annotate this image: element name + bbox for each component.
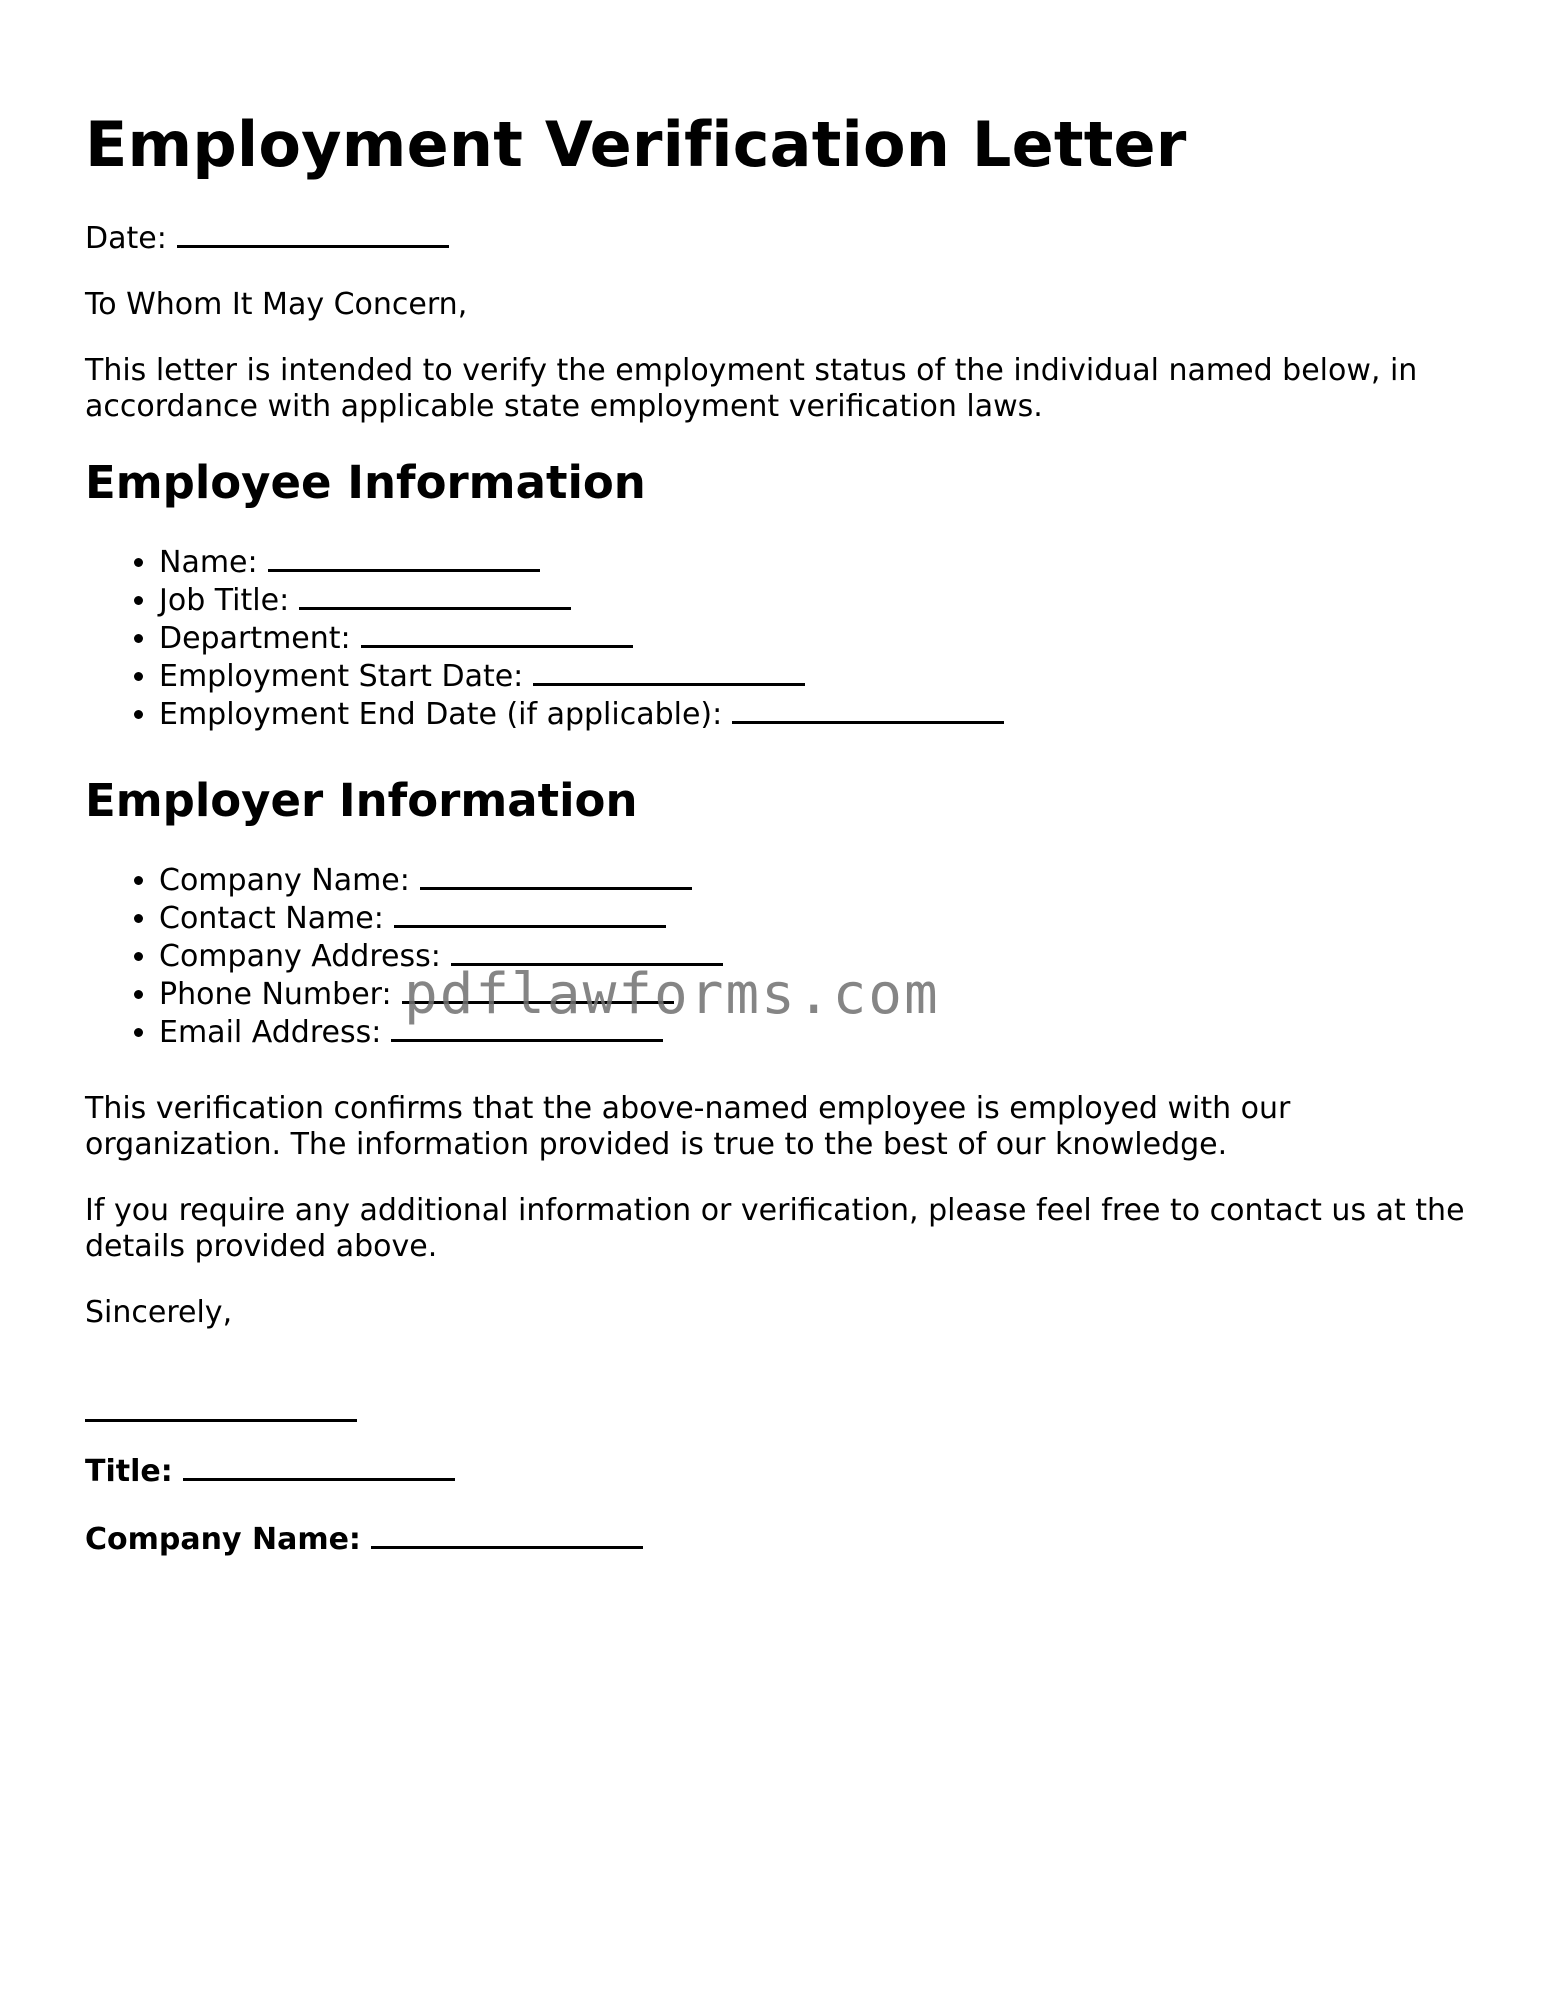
watermark: pdflawforms.com <box>404 962 940 1027</box>
date-blank[interactable] <box>177 219 449 248</box>
field-label: Employment End Date (if applicable): <box>159 697 723 732</box>
field-label: Company Address: <box>159 939 441 974</box>
list-item <box>159 581 1465 619</box>
field-label: Employment Start Date: <box>159 659 524 694</box>
date-label: Date: <box>85 221 167 256</box>
field-label: Company Name: <box>159 863 410 898</box>
closing: Sincerely, <box>85 1295 233 1330</box>
signature-line[interactable] <box>85 1383 357 1422</box>
field-label: Contact Name: <box>159 901 384 936</box>
field-label: Email Address: <box>159 1015 382 1050</box>
field-blank[interactable] <box>732 695 1004 724</box>
letter-page <box>85 105 1465 1588</box>
intro-paragraph: This letter is intended to verify the employment status of the individual named below, in accordance with applicable state employment verification laws. <box>85 353 1418 424</box>
signature-title-label: Title: <box>85 1454 173 1489</box>
list-item <box>159 619 1465 657</box>
field-label: Job Title: <box>159 583 290 618</box>
list-item <box>159 543 1465 581</box>
field-label: Phone Number: <box>159 977 392 1012</box>
signature-company-blank[interactable] <box>371 1520 643 1549</box>
field-blank[interactable] <box>299 581 571 610</box>
field-blank[interactable] <box>420 861 692 890</box>
confirmation-paragraph: This verification confirms that the above-named employee is employed with our organization. The information provided is true to the best of our knowledge. <box>85 1091 1291 1162</box>
employer-section-heading: Employer Information <box>85 774 638 827</box>
salutation: To Whom It May Concern, <box>85 287 468 322</box>
employee-section-heading: Employee Information <box>85 456 646 509</box>
list-item <box>159 899 1465 937</box>
signature-title-blank[interactable] <box>183 1452 455 1481</box>
list-item <box>159 695 1465 733</box>
contact-paragraph: If you require any additional information or verification, please feel free to contact us at the details provided above. <box>85 1193 1465 1264</box>
signature-company-label: Company Name: <box>85 1522 361 1557</box>
list-item <box>159 657 1465 695</box>
signature-title-line <box>85 1452 1465 1490</box>
field-label: Name: <box>159 545 258 580</box>
field-blank[interactable] <box>533 657 805 686</box>
field-blank[interactable] <box>361 619 633 648</box>
employee-info-list <box>85 543 1465 733</box>
field-label: Department: <box>159 621 351 656</box>
page-title: Employment Verification Letter <box>85 108 1187 181</box>
list-item <box>159 861 1465 899</box>
field-blank[interactable] <box>394 899 666 928</box>
date-line <box>85 219 1465 257</box>
field-blank[interactable] <box>268 543 540 572</box>
signature-company-line <box>85 1520 1465 1558</box>
